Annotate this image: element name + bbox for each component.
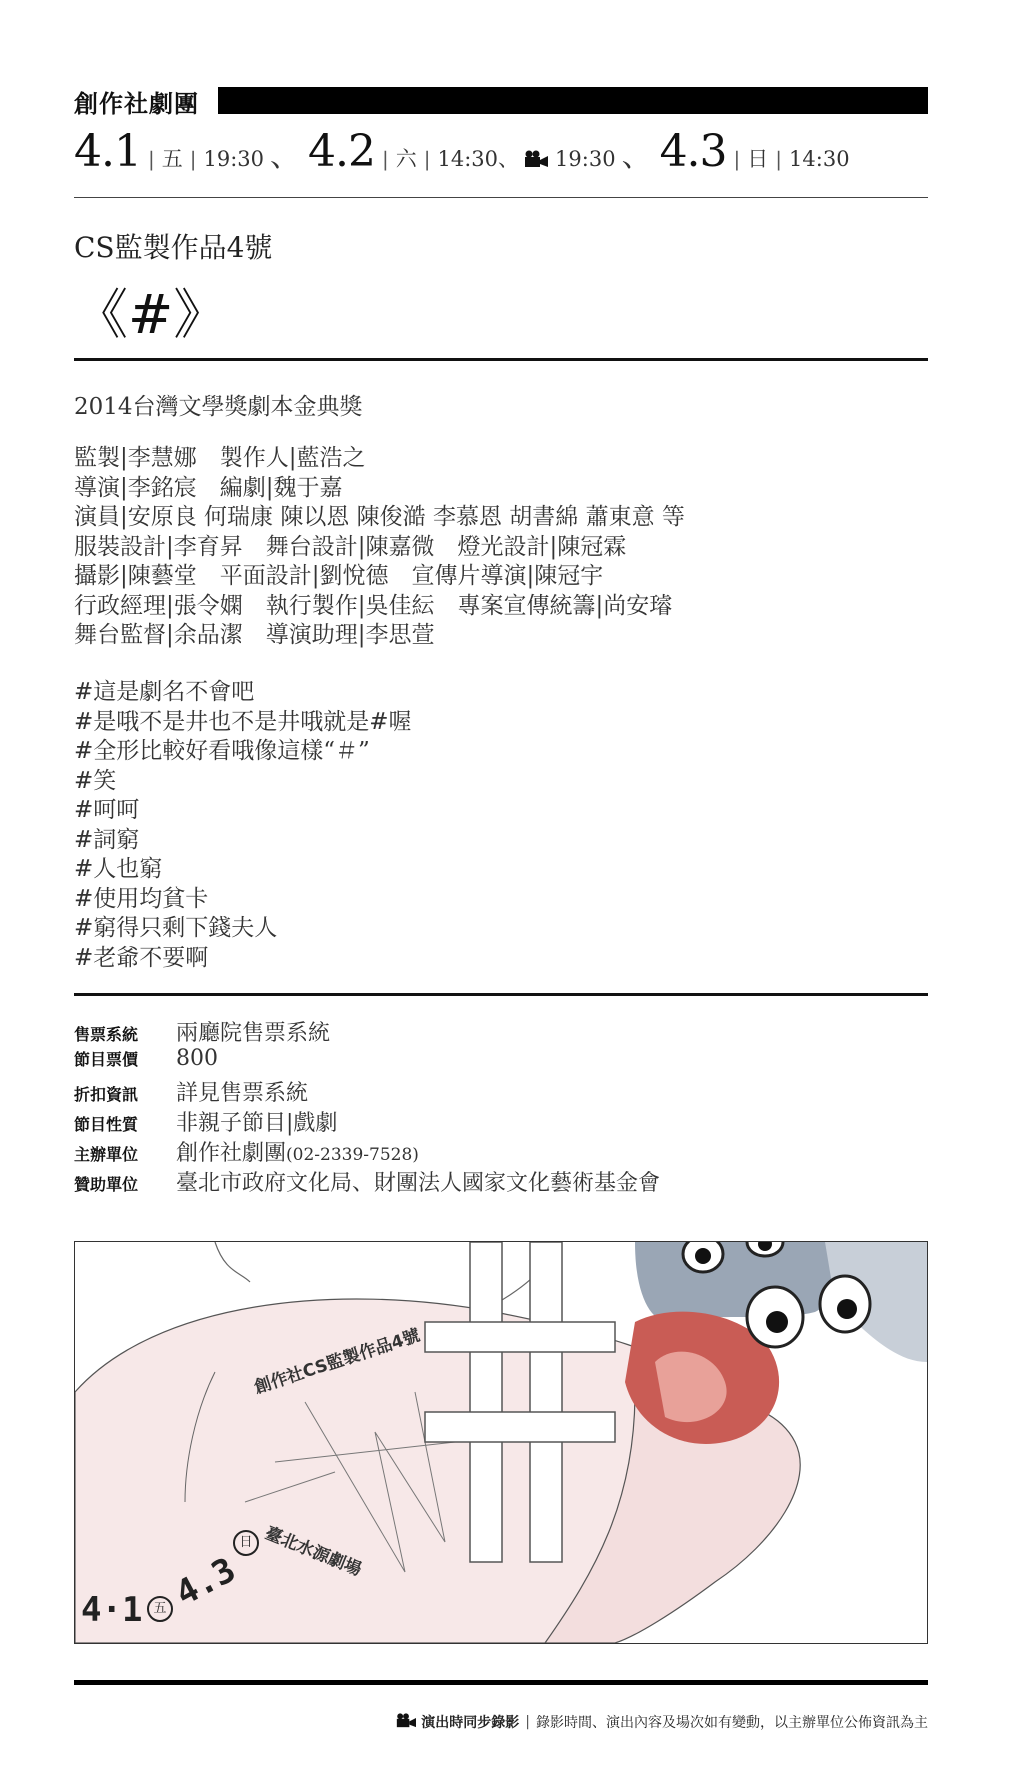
info-label: 節目票價 (74, 1050, 139, 1069)
info-row-ticketing (74, 1016, 660, 1046)
info-row-organizer (74, 1136, 660, 1166)
hashtag-line: #全形比較好看哦像這樣“＃” (74, 738, 370, 764)
pipe: | (733, 147, 741, 171)
separator: 、 (270, 139, 301, 174)
weekday-2: 六 (395, 147, 417, 171)
series-label: CS監製作品4號 (74, 231, 273, 264)
poster-weekday-start: 五 (147, 1596, 173, 1622)
pipe: | (775, 147, 783, 171)
organizer-phone: (02-2339-7528) (286, 1145, 419, 1165)
hashtag-line: #老爺不要啊 (74, 944, 209, 971)
divider (74, 993, 928, 996)
award-line: 2014台灣文學獎劇本金典獎 (74, 394, 363, 420)
time-2a: 14:30、 (437, 147, 520, 171)
weekday-3: 日 (747, 147, 769, 171)
weekday-1: 五 (161, 147, 183, 171)
info-value: 臺北市政府文化局、財團法人國家文化藝術基金會 (176, 1171, 661, 1196)
credit-line: 舞台監督|余品潔 導演助理|李思萱 (74, 622, 435, 648)
hashtag-line: #人也窮 (74, 856, 163, 882)
hashtags-block (74, 678, 412, 973)
credit-line: 導演|李銘宸 編劇|魏于嘉 (74, 474, 343, 501)
troupe-name: 創作社劇團 (74, 90, 199, 118)
recording-label: 演出時同步錄影 (421, 1715, 520, 1731)
hashtag-line: #呵呵 (74, 797, 140, 823)
poster-weekday-end: 日 (233, 1530, 259, 1556)
info-label: 贊助單位 (74, 1175, 139, 1194)
hashtag-line: #使用均貧卡 (74, 885, 209, 912)
info-row-type (74, 1106, 660, 1136)
footer-note (395, 1712, 928, 1732)
pipe: | (525, 1714, 530, 1730)
hashtag-line: #詞窮 (74, 826, 140, 853)
info-value (176, 1136, 419, 1167)
divider (74, 358, 928, 361)
video-camera-icon (523, 150, 549, 168)
credit-line: 服裝設計|李育昇 舞台設計|陳嘉微 燈光設計|陳冠霖 (74, 533, 627, 560)
info-label: 節目性質 (74, 1115, 139, 1134)
performance-dates (74, 126, 850, 176)
info-value: 800 (176, 1046, 218, 1071)
poster-date-end: 4.3 (169, 1549, 243, 1615)
info-label: 售票系統 (74, 1025, 139, 1044)
pipe: | (147, 147, 155, 171)
pipe: | (382, 147, 389, 171)
show-title: 《#》 (74, 283, 228, 346)
poster-date-start: 4·1 (81, 1590, 143, 1630)
header-bar (218, 87, 928, 114)
time-2b: 19:30 (555, 147, 616, 171)
separator: 、 (621, 139, 652, 174)
divider (74, 197, 928, 198)
credit-line: 行政經理|張令嫻 執行製作|吳佳紜 專案宣傳統籌|尚安璿 (74, 592, 673, 619)
info-row-discount (74, 1076, 660, 1106)
info-label: 主辦單位 (74, 1145, 139, 1164)
time-3: 14:30 (789, 147, 850, 171)
date-1: 4.1 (74, 126, 141, 177)
info-value: 詳見售票系統 (176, 1081, 309, 1106)
date-2: 4.2 (308, 126, 375, 177)
hashtag-line: #窮得只剩下錢夫人 (74, 915, 278, 941)
credits-block (74, 444, 685, 651)
pipe: | (189, 147, 197, 171)
info-value: 兩廳院售票系統 (176, 1021, 331, 1046)
credit-line: 監製|李慧娜 製作人|藍浩之 (74, 445, 366, 471)
info-value: 非親子節目|戲劇 (176, 1111, 338, 1136)
time-1: 19:30 (203, 147, 265, 171)
poster-curve-text: 創作社CS監製作品4號 (251, 1325, 423, 1399)
pipe: | (423, 147, 431, 171)
ticket-info (74, 1016, 660, 1196)
poster-venue: 臺北水源劇場 (262, 1523, 365, 1581)
hashtag-line: #笑 (74, 767, 117, 794)
poster-image (74, 1241, 928, 1644)
credit-line: 攝影|陳藝堂 平面設計|劉悅德 宣傳片導演|陳冠宇 (74, 563, 604, 589)
credit-line: 演員|安原良 何瑞康 陳以恩 陳俊澔 李慕恩 胡書綿 蕭東意 等 (74, 504, 685, 530)
footer-divider (74, 1680, 928, 1685)
info-label: 折扣資訊 (74, 1085, 139, 1104)
info-row-price (74, 1046, 660, 1076)
info-row-sponsor (74, 1166, 660, 1196)
video-camera-icon (395, 1713, 417, 1732)
hashtag-line: #是哦不是井也不是井哦就是#喔 (74, 708, 412, 735)
hashtag-line: #這是劇名不會吧 (74, 679, 255, 705)
organizer-name: 創作社劇團 (176, 1141, 287, 1166)
footer-text: 錄影時間、演出內容及場次如有變動，以主辦單位公佈資訊為主 (536, 1715, 928, 1731)
date-3: 4.3 (659, 126, 727, 177)
